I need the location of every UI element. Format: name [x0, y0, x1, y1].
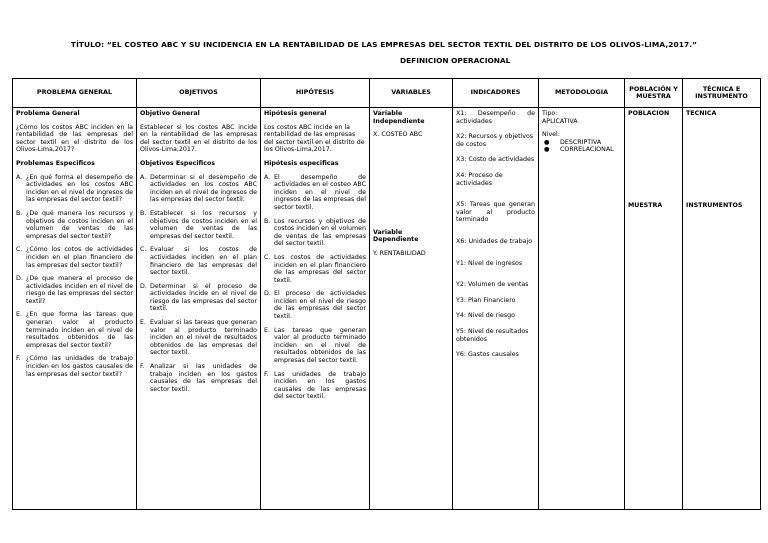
variables-cell	[370, 108, 453, 510]
item-text: ¿De qué manera los recursos y objetivos de costos inciden en el volumen de ventas de las empresas del sector textil?	[26, 209, 133, 240]
list-item	[16, 355, 133, 378]
hipotesis-list	[264, 174, 366, 401]
column-header: HIPÓTESIS	[261, 79, 370, 108]
list-item	[140, 363, 257, 393]
column-header: PROBLEMA GENERAL	[13, 79, 137, 108]
item-letter: E.	[140, 319, 146, 327]
hipotesis-general-heading: Hipótesis general	[264, 110, 327, 117]
document-subtitle: DEFINICION OPERACIONAL	[400, 56, 511, 65]
variable-dependiente-heading: Variable Dependiente	[373, 228, 419, 244]
problema-general-heading: Problema General	[16, 110, 80, 117]
item-letter: F.	[16, 355, 21, 363]
item-text: Analizar si las unidades de trabajo inciden en los gastos causales de las empresas del sector textil.	[150, 363, 257, 393]
bullet-icon: ●	[544, 146, 550, 154]
item-text: Determinar si el proceso de actividades incide en el nivel de riesgo de las empresas del sector textil.	[150, 282, 257, 313]
item-letter: C.	[16, 246, 23, 254]
item-letter: E.	[16, 311, 22, 319]
list-item	[264, 371, 366, 401]
hipotesis-general-text: Los costos ABC incide en la rentabilidad de las empresas del sector textil en el distrito de los Olivos-Lima,2017.	[264, 123, 365, 154]
list-item	[264, 290, 366, 320]
indicadores-cell	[453, 108, 539, 510]
item-letter: A.	[16, 173, 23, 181]
item-letter: A.	[264, 173, 271, 181]
header-row	[13, 79, 761, 108]
variable-independiente-heading: Variable Independiente	[373, 110, 425, 125]
list-item	[264, 174, 366, 212]
indicator: Y2: Volumen de ventas	[456, 281, 529, 289]
indicator: X4: Proceso de actividades	[456, 171, 503, 187]
indicator: X5: Tareas que generan valor al producto terminado	[456, 201, 535, 224]
variable-independiente: X. COSTEO ABC	[373, 131, 423, 139]
metodologia-cell	[539, 108, 625, 510]
content-row	[13, 108, 761, 510]
list-item	[140, 246, 257, 276]
nivel-label: Nivel:	[542, 131, 560, 139]
item-text: Los recursos y objetivos de costos inciden en el volumen de ventas de las empresas del sector textil.	[274, 217, 366, 248]
hipotesis-especificas-heading: Hipótesis especificas	[264, 159, 339, 167]
item-text: El desempeño de actividades en el costeo ABC inciden en el nivel de ingresos de las empresas del sector textil.	[274, 173, 366, 211]
indicator: X1: Desempeño de actividades	[456, 110, 535, 125]
tipo-label: Tipo:	[542, 110, 558, 117]
list-item	[140, 319, 257, 357]
item-text: El proceso de actividades inciden en el nivel de riesgo de las empresas del sector textil.	[274, 290, 366, 321]
list-item	[140, 210, 257, 240]
column-header: POBLACIÓN Y MUESTRA	[625, 79, 683, 108]
list-item	[264, 327, 366, 365]
item-letter: D.	[264, 290, 271, 298]
item-letter: C.	[140, 246, 147, 254]
item-text: ¿En qué forma el desempeño de actividades en los costos ABC inciden en el nivel de ingresos de las empresas del sector textil?	[26, 173, 133, 204]
objetivos-list	[140, 174, 257, 394]
indicator: X6: Unidades de trabajo	[456, 237, 533, 245]
item-text: ¿Cómo las unidades de trabajo inciden en los gastos causales de las empresas del sector textil?	[26, 355, 133, 378]
item-letter: C.	[264, 253, 271, 261]
problemas-especificos-heading: Problemas Especificos	[16, 159, 95, 167]
item-letter: B.	[140, 209, 147, 217]
list-item: ● CORRELACIONAL	[544, 146, 614, 154]
list-item	[140, 174, 257, 204]
problema-cell	[13, 108, 137, 510]
problema-general-text: ¿Cómo los costos ABC inciden en la rentabilidad de las empresas del sector textil en el distrito de los Olivos-Lima,2017?	[16, 123, 133, 154]
item-letter: F.	[140, 363, 145, 371]
item-text: Evaluar si las tareas que generan valor al producto terminado inciden en el nivel de resultados obtenidos de las empresas del sector textil.	[150, 319, 257, 357]
indicator: Y3: Plan Financiero	[456, 296, 516, 304]
list-item	[16, 246, 133, 269]
indicator: Y6: Gastos causales	[456, 351, 519, 359]
objetivos-especificos-heading: Objetivos Especificos	[140, 159, 216, 167]
objetivo-general-heading: Objetivo General	[140, 110, 200, 117]
list-item	[140, 283, 257, 313]
problemas-list	[16, 174, 133, 379]
item-text: Las unidades de trabajo inciden en los gastos causales de las empresas del sector textil.	[274, 370, 366, 401]
objetivo-general-text: Establecer si los costos ABC incide en la rentabilidad de las empresas del sector textil en el distrito de los Olivos-Lima,2017.	[140, 123, 257, 154]
indicator: Y1: Nivel de ingresos	[456, 259, 523, 267]
list-item	[264, 218, 366, 248]
bullet-icon: ●	[544, 138, 550, 146]
indicator: X3: Costo de actividades	[456, 156, 535, 164]
item-letter: F.	[264, 370, 269, 378]
hipotesis-cell	[261, 108, 370, 510]
item-text: Los costos de actividades inciden en el plan financiero de las empresas del sector textil.	[274, 253, 366, 284]
muestra-label: MUESTRA	[628, 201, 663, 209]
instrumentos-label: INSTRUMENTOS	[686, 201, 743, 209]
consistency-matrix	[12, 78, 761, 510]
item-text: Determinar si el desempeño de actividades en los costos ABC inciden en el nivel de ingresos de las empresas del sector textil.	[150, 173, 257, 204]
column-header: INDICADORES	[453, 79, 539, 108]
tecnica-label: TECNICA	[686, 110, 717, 117]
objetivos-cell	[137, 108, 261, 510]
item-text: Las tareas que generan valor al producto terminado inciden en el nivel de resultados obtenidos de las empresas del sector textil.	[274, 326, 366, 365]
item-letter: D.	[140, 282, 147, 290]
item-letter: A.	[140, 173, 147, 181]
variable-dependiente: Y. RENTABILIDAD	[373, 249, 426, 257]
document-title: TÍTULO: “EL COSTEO ABC Y SU INCIDENCIA EN LA RENTABILIDAD DE LAS EMPRESAS DEL SECTOR TEXTIL DEL DISTRITO DE LOS OLIVOS-LIMA,2017.”	[70, 40, 698, 49]
item-text: Evaluar si los costos de actividades inciden en el plan financiero de las empresas del sector textil.	[150, 246, 257, 277]
indicator: X2: Recursos y objetivos de costos	[456, 133, 534, 148]
tipo-value: APLICATIVA	[542, 117, 578, 125]
poblacion-label: POBLACION	[628, 110, 670, 117]
item-text: Establecer si los recursos y objetivos de costos inciden en el volumen de ventas de las empresas del sector textil.	[150, 209, 257, 240]
list-item	[16, 210, 133, 240]
column-header: OBJETIVOS	[137, 79, 261, 108]
column-header: VARIABLES	[370, 79, 453, 108]
list-item	[16, 174, 133, 204]
list-item	[16, 311, 133, 349]
item-letter: B.	[16, 209, 23, 217]
poblacion-cell	[625, 108, 683, 510]
item-letter: E.	[264, 326, 270, 334]
column-header: METODOLOGIA	[539, 79, 625, 108]
column-header: TÉCNICA E INSTRUMENTO	[683, 79, 761, 108]
list-item	[16, 275, 133, 305]
item-text: ¿En que forma las tareas que generan valor al producto terminado inciden en el nivel de resultados obtenidos de las empresas del sector textil?	[26, 311, 133, 349]
indicator: Y4: Nivel de riesgo	[456, 312, 516, 320]
tecnica-cell	[683, 108, 761, 510]
list-item	[264, 254, 366, 284]
item-letter: B.	[264, 217, 271, 225]
item-text: ¿De que manera el proceso de actividades inciden en el nivel de riesgo de las empresas del sector textil?	[26, 275, 133, 305]
indicator: Y5: Nivel de resultados obtenidos	[456, 327, 529, 343]
item-letter: D.	[16, 275, 23, 283]
list-item: ● DESCRIPTIVA	[544, 138, 602, 146]
item-text: ¿Cómo los cotos de actividades inciden en el plan financiero de las empresas del sector textil?	[26, 246, 133, 269]
